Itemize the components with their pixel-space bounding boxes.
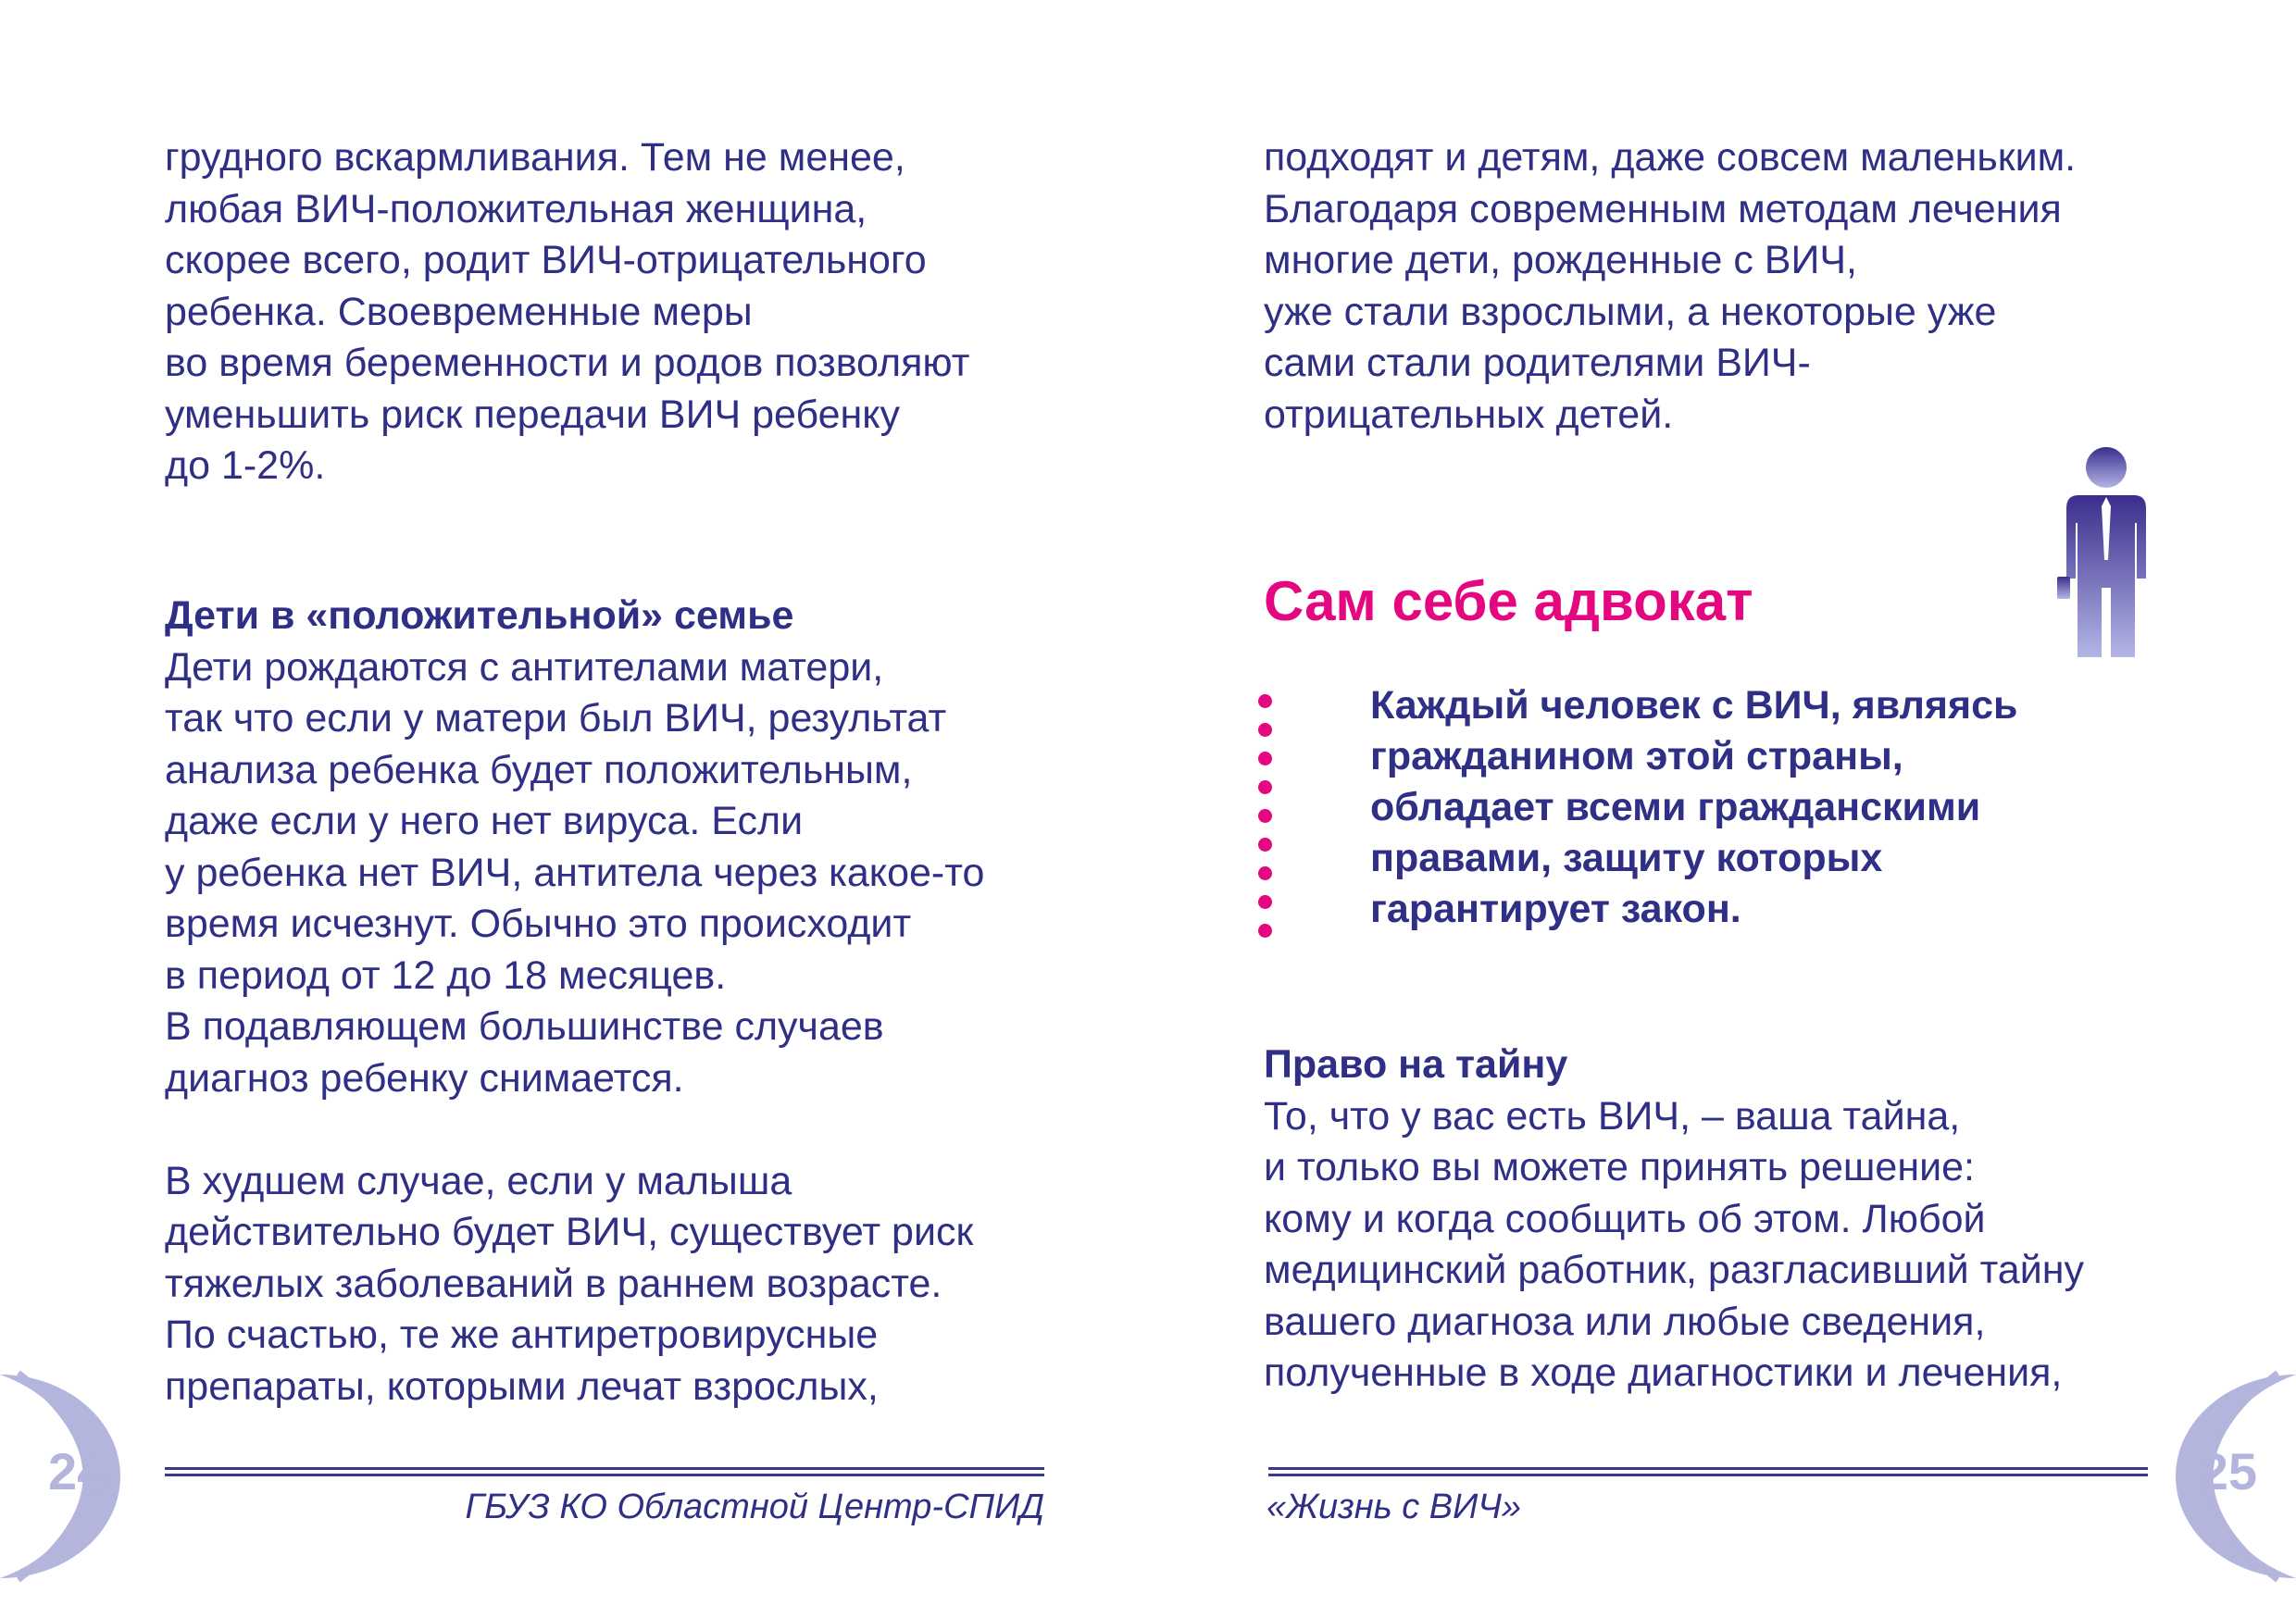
page-number: 24 (48, 1442, 106, 1500)
footer-text: «Жизнь с ВИЧ» (1267, 1487, 1522, 1526)
left-paragraph-1-block (165, 132, 1091, 492)
left-paragraph-3: В худшем случае, если у малыша действительно будет ВИЧ, существует риск тяжелых заболеваний в раннем возрасте. По счастью, те же антиретровирусные препараты, которыми лечат взрослых, (165, 1158, 974, 1409)
right-paragraph-2: То, что у вас есть ВИЧ, – ваша тайна, и только вы можете принять решение: кому и когда сообщить об этом. Любой медицинский работник, разгласивший тайну вашего диагноза или любые сведения, полученные в ходе диагностики и лечения, (1264, 1093, 2084, 1395)
left-paragraph-2: Дети рождаются с антителами матери, так что если у матери был ВИЧ, результат анализа ребенка будет положительным, даже если у него нет вируса. Если у ребенка нет ВИЧ, антитела через какое-то время исчезнут. Обычно это происходит в период от 12 до 18 месяцев. В подавляющем большинстве случаев диагноз ребенку снимается. (165, 644, 985, 1101)
right-section-heading: Право на тайну (1264, 1042, 1568, 1087)
left-section (165, 591, 1091, 1413)
right-page (1148, 0, 2296, 1618)
left-paragraph-1: грудного вскармливания. Тем не менее, любая ВИЧ-положительная женщина, скорее всего, родит ВИЧ-отрицательного ребенка. Своевременные меры во время беременности и родов позволяют уменьшить риск передачи ВИЧ ребенку до 1-2%. (165, 135, 970, 488)
footer-rule (1268, 1467, 2148, 1476)
right-section (1264, 1039, 2190, 1400)
bullet-dots (1258, 694, 1277, 953)
businessman-icon (2055, 440, 2157, 662)
section-title: Сам себе адвокат (1264, 570, 1753, 632)
right-paragraph-1-block (1264, 132, 2190, 441)
callout-text: Каждый человек с ВИЧ, являясь гражданином этой страны, обладает всеми гражданскими правами, защиту которых гарантирует закон. (1370, 683, 2018, 931)
footer-text: ГБУЗ КО Областной Центр-СПИД (465, 1487, 1044, 1526)
footer-rule (165, 1467, 1044, 1476)
left-section-heading: Дети в «положительной» семье (165, 593, 794, 638)
page-number: 25 (2199, 1442, 2257, 1500)
right-paragraph-1: подходят и детям, даже совсем маленьким. Благодаря современным методам лечения многие дети, рожденные с ВИЧ, уже стали взрослыми, а некоторые уже сами стали родителями ВИЧ- отрицательных детей. (1264, 135, 2077, 437)
